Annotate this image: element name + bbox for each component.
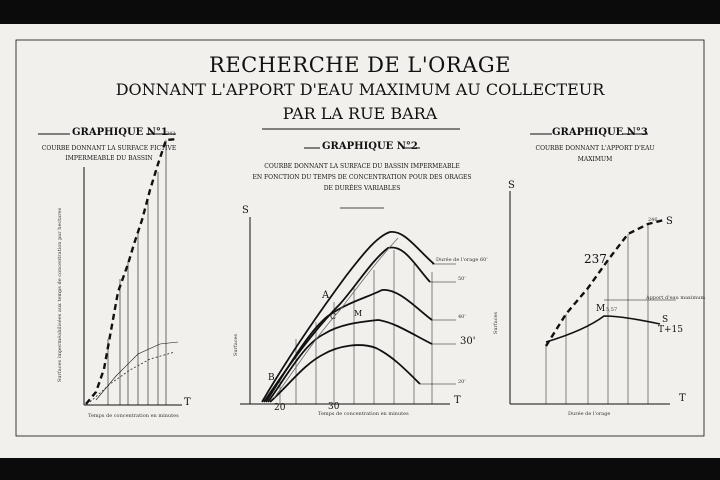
graph3-value-237: 237 [584,252,607,266]
main-title: RECHERCHE DE L'ORAGE [209,53,511,77]
graph3-title: GRAPHIQUE N°3 [552,127,648,138]
graph2-desc-1: COURBE DONNANT LA SURFACE DU BASSIN IMPERMEABLE [264,163,460,170]
drawing-sheet [0,24,720,458]
graphs-svg [0,24,720,458]
graph3-value-m-num: 5,57 [606,307,618,313]
graph3-apport-label: Apport d'eau maximum [646,295,706,301]
subtitle-line-3: PAR LA RUE BARA [282,104,438,123]
graph1-t-letter: T [184,397,191,408]
graph3-y-axis-label: Surfaces [493,311,499,335]
graph2-mark-m: M [354,309,363,318]
graph2-mark-b: B [268,373,275,383]
graph1-dashed-curve [86,139,178,404]
graph1-title: GRAPHIQUE N°1 [72,127,168,138]
graph1-verticals [108,140,166,405]
graph2-mark-20: 20 [274,403,286,413]
graph2-label-30: 30' [460,336,476,347]
graph3-x-axis-label: Durée de l'orage [568,411,611,417]
graph2-label-leaders [420,264,456,384]
graph2-label-20: 20' [458,379,466,385]
graph2-desc-3: DE DURÉES VARIABLES [323,185,401,192]
graph1-top-value: 242 [166,131,176,137]
graph3-curve-t15: T+15 [658,325,683,335]
graph2-curve-60 [262,232,434,402]
graph2-label-60: Durée de l'orage 60' [436,257,488,263]
graph3-desc-1: COURBE DONNANT L'APPORT D'EAU [535,145,655,152]
graph2-mark-30: 30 [328,402,340,412]
graph3-top-value: 246 [648,217,658,223]
graph2-desc-2: EN FONCTION DU TEMPS DE CONCENTRATION POUR DES ORAGES [252,174,472,181]
graph1-x-axis-label: Temps de concentration en minutes [88,413,179,419]
graph1-y-axis-label: Surfaces imperméabilisées aux temps de concentration par hectares [57,207,63,383]
graph2-label-40: 40' [458,314,466,320]
graph3-t-letter: T [679,393,686,404]
subtitle-line-2: DONNANT L'APPORT D'EAU MAXIMUM AU COLLECTEUR [115,80,605,99]
graph2-s-letter: S [242,205,249,216]
sheet-border [16,40,704,436]
graph2-x-axis-label: Temps de concentration en minutes [318,411,409,417]
graph2-y-axis-label: Surfaces [233,333,239,357]
graph3-verticals [546,224,648,404]
graph2-mark-c: C [330,312,337,321]
graph3 [510,134,676,404]
graph1-desc-2: IMPERMEABLE DU BASSIN [65,155,153,162]
graph3-s-letter: S [508,180,515,191]
graph3-desc-2: MAXIMUM [577,156,613,163]
graph2-label-50: 50' [458,276,466,282]
graph3-curve-s: S [662,315,669,325]
graph3-curve-top-s: S [666,216,673,227]
graph2-title: GRAPHIQUE N°2 [322,141,418,152]
graph2-verticals [280,250,432,404]
graph2-t-letter: T [454,395,461,406]
graph2-mark-a: A [322,290,330,301]
graph1-desc-1: COURBE DONNANT LA SURFACE FICTIVE [41,145,177,152]
graph3-dashed-curve [546,220,664,346]
graph3-value-m: M [596,304,606,314]
graph2-curves [262,232,434,402]
